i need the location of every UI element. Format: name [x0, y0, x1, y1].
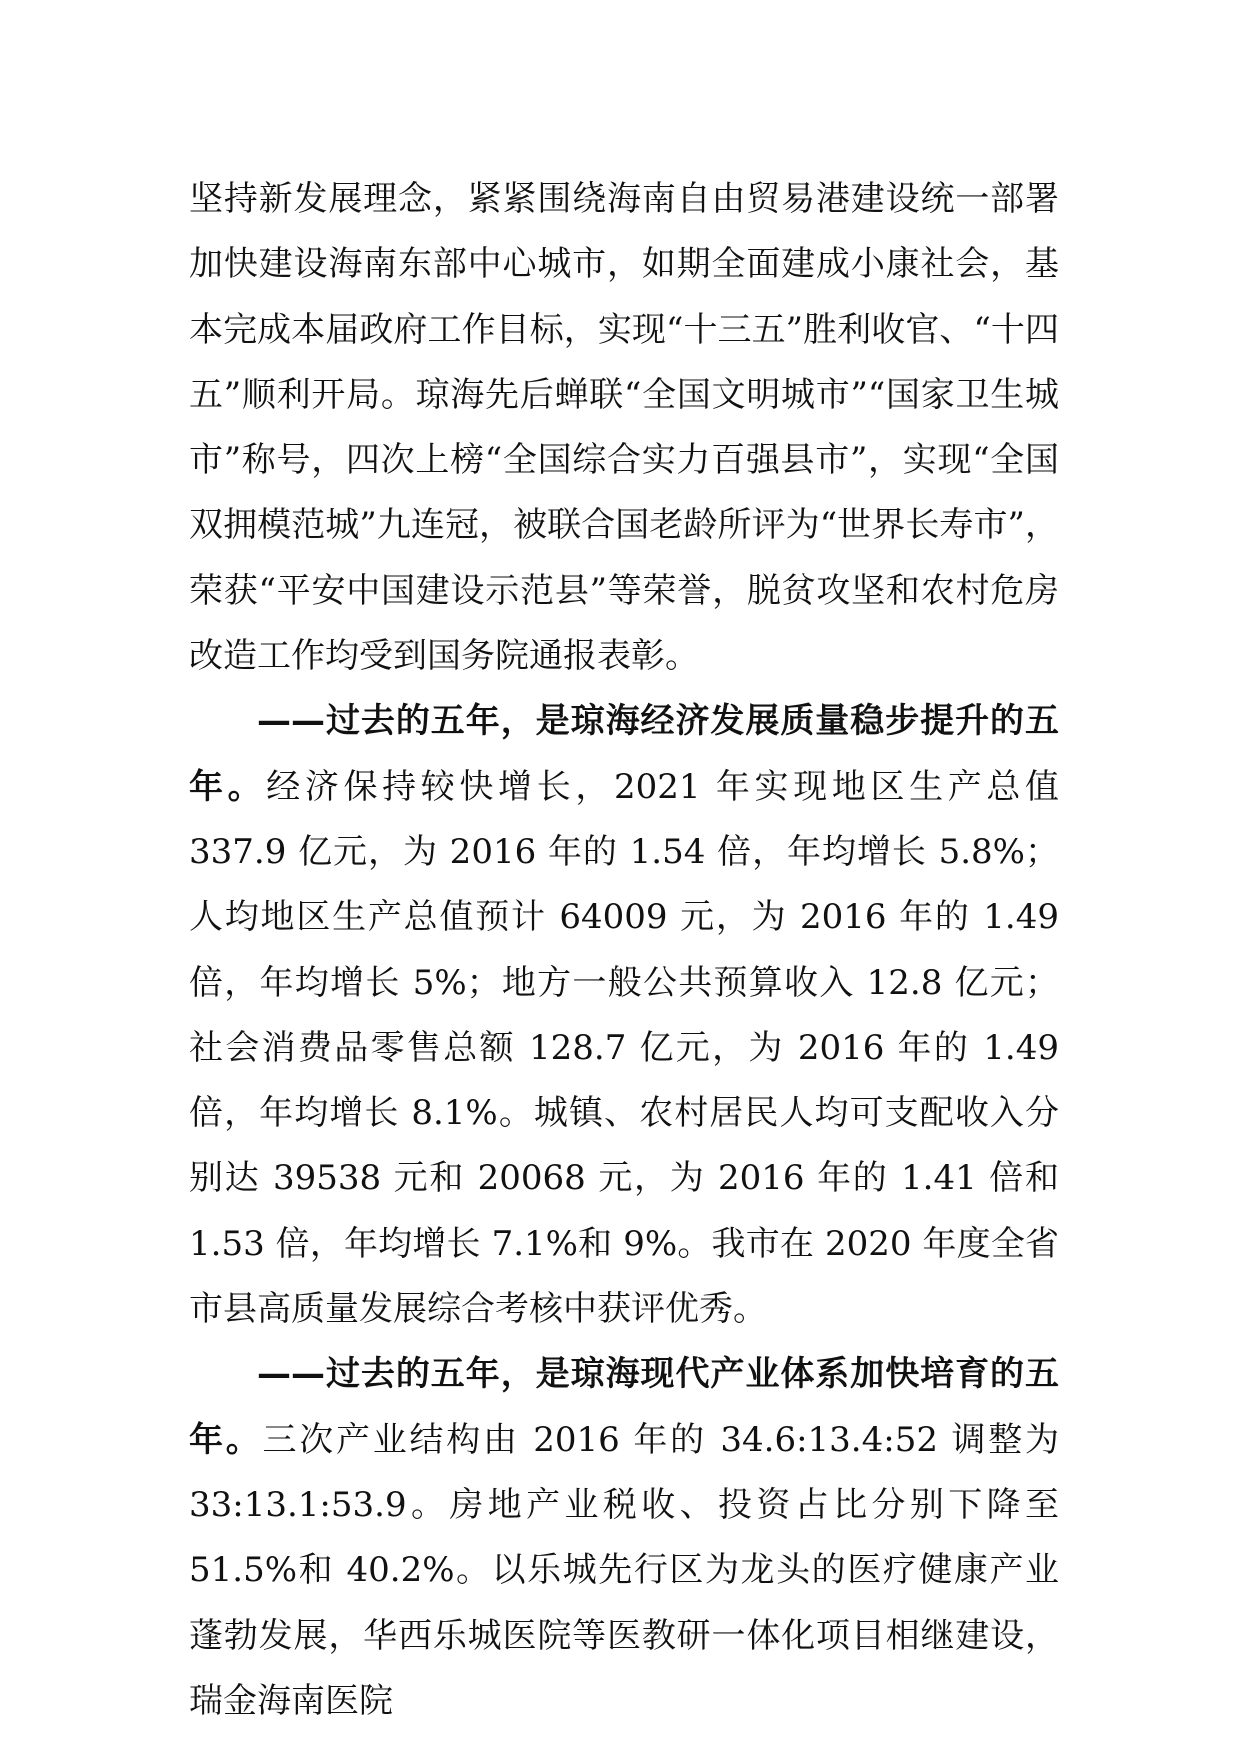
paragraph-text: 经济保持较快增长，2021 年实现地区生产总值 337.9 亿元，为 2016 年的 1.54 倍，年均增长 5.8%；人均地区生产总值预计 64009 元，为 2016 年的 1.49 倍，年均增长 5%；地方一般公共预算收入 12.8 亿元；社会消费品零售总额 128.7 亿元，为 2016 年的 1.49 倍，年均增长 8.1%。城镇、农村居民人均可支配收入分别达 39538 元和 20068 元，为 2016 年的 1.41 倍和 1.53 倍，年均增长 7.1%和 9%。我市在 2020 年度全省市县高质量发展综合考核中获评优秀。 — [189, 766, 1059, 1330]
paragraph-economy — [189, 689, 1059, 1342]
paragraph-text: 三次产业结构由 2016 年的 34.6:13.4:52 调整为 33:13.1:53.9。房地产业税收、投资占比分别下降至 51.5%和 40.2%。以乐城先行区为龙头的医疗健康产业蓬勃发展，华西乐城医院等医教研一体化项目相继建设，瑞金海南医院 — [189, 1419, 1060, 1721]
paragraph-lead-heading: ——过去的五年，是琼海现代产业体系加快培育的五年。 — [189, 1354, 1059, 1460]
document-body — [189, 167, 1059, 1734]
paragraph-industry — [189, 1342, 1059, 1734]
paragraph-continuation — [189, 167, 1059, 689]
paragraph-text: 坚持新发展理念，紧紧围绕海南自由贸易港建设统一部署加快建设海南东部中心城市，如期全面建成小康社会，基本完成本届政府工作目标，实现“十三五”胜利收官、“十四五”顺利开局。琼海先后蝉联“全国文明城市”“国家卫生城市”称号，四次上榜“全国综合实力百强县市”，实现“全国双拥模范城”九连冠，被联合国老龄所评为“世界长寿市”，荣获“平安中国建设示范县”等荣誉，脱贫攻坚和农村危房改造工作均受到国务院通报表彰。 — [189, 179, 1059, 677]
paragraph-lead-heading: ——过去的五年，是琼海经济发展质量稳步提升的五年。 — [189, 701, 1059, 807]
